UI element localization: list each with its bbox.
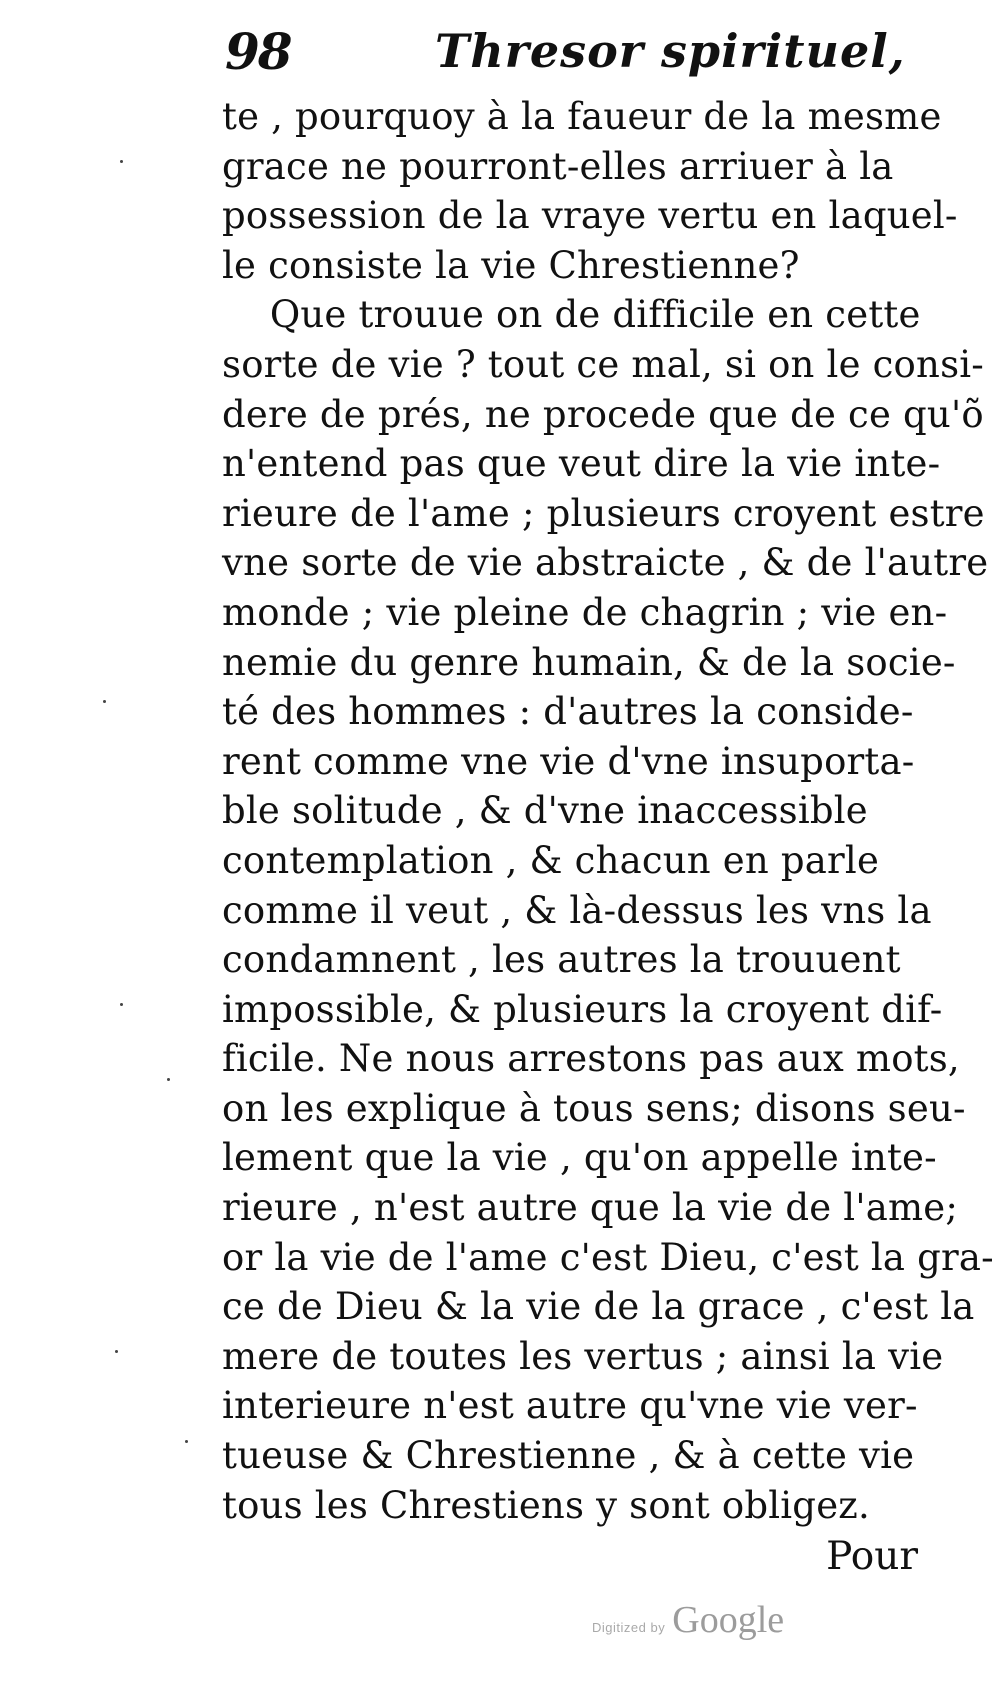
watermark-brand: Google	[672, 1599, 785, 1641]
page-number: 98	[225, 22, 291, 81]
text-line: ce de Dieu & la vie de la grace , c'est la	[222, 1285, 975, 1329]
text-line: tous les Chrestiens y sont obligez.	[222, 1483, 870, 1527]
text-line: té des hommes : d'autres la conside-	[222, 690, 914, 734]
text-line: condamnent , les autres la trouuent	[222, 938, 901, 982]
paper-speck	[167, 1078, 170, 1081]
text-line: rieure de l'ame ; plusieurs croyent estre	[222, 491, 985, 535]
text-line: monde ; vie pleine de chagrin ; vie en-	[222, 590, 948, 634]
text-line: impossible, & plusieurs la croyent dif-	[222, 987, 943, 1031]
text-line: dere de prés, ne procede que de ce qu'õ	[222, 392, 984, 436]
text-line: mere de toutes les vertus ; ainsi la vie	[222, 1334, 944, 1378]
text-line: tueuse & Chrestienne , & à cette vie	[222, 1434, 915, 1478]
paper-speck	[120, 160, 123, 163]
text-line: interieure n'est autre qu'vne vie ver-	[222, 1384, 918, 1428]
text-line: possession de la vraye vertu en laquel-	[222, 194, 958, 238]
text-line: comme il veut , & là-dessus les vns la	[222, 888, 932, 932]
page-header	[225, 18, 915, 88]
paper-speck	[115, 1350, 118, 1353]
paper-speck	[185, 1440, 188, 1443]
text-body	[222, 92, 994, 1530]
text-line: te , pourquoy à la faueur de la mesme	[222, 95, 942, 138]
text-line: lement que la vie , qu'on appelle inte-	[222, 1136, 937, 1180]
text-line: nemie du genre humain, & de la socie-	[222, 640, 956, 684]
paper-speck	[103, 700, 106, 703]
text-line: or la vie de l'ame c'est Dieu, c'est la gra-	[222, 1235, 994, 1279]
digitized-watermark	[592, 1598, 784, 1642]
paper-speck	[120, 1003, 123, 1006]
text-line: le consiste la vie Chrestienne?	[222, 243, 800, 287]
text-line: vne sorte de vie abstraicte , & de l'autre	[222, 541, 989, 585]
text-line: Que trouue on de difficile en cette	[222, 293, 921, 337]
text-line: ble solitude , & d'vne inaccessible	[222, 789, 868, 833]
text-line: rieure , n'est autre que la vie de l'ame;	[222, 1186, 959, 1230]
text-line: grace ne pourront-elles arriuer à la	[222, 144, 894, 188]
watermark-prefix: Digitized by	[592, 1620, 666, 1635]
text-line: ficile. Ne nous arrestons pas aux mots,	[222, 1037, 960, 1081]
text-line: n'entend pas que veut dire la vie inte-	[222, 442, 941, 486]
text-line: contemplation , & chacun en parle	[222, 838, 880, 882]
text-line: sorte de vie ? tout ce mal, si on le consi-	[222, 342, 984, 386]
text-line: rent comme vne vie d'vne insuporta-	[222, 739, 915, 783]
running-title: Thresor spirituel,	[435, 24, 906, 78]
text-line: on les explique à tous sens; disons seu-	[222, 1086, 966, 1130]
catchword: Pour	[826, 1534, 918, 1579]
